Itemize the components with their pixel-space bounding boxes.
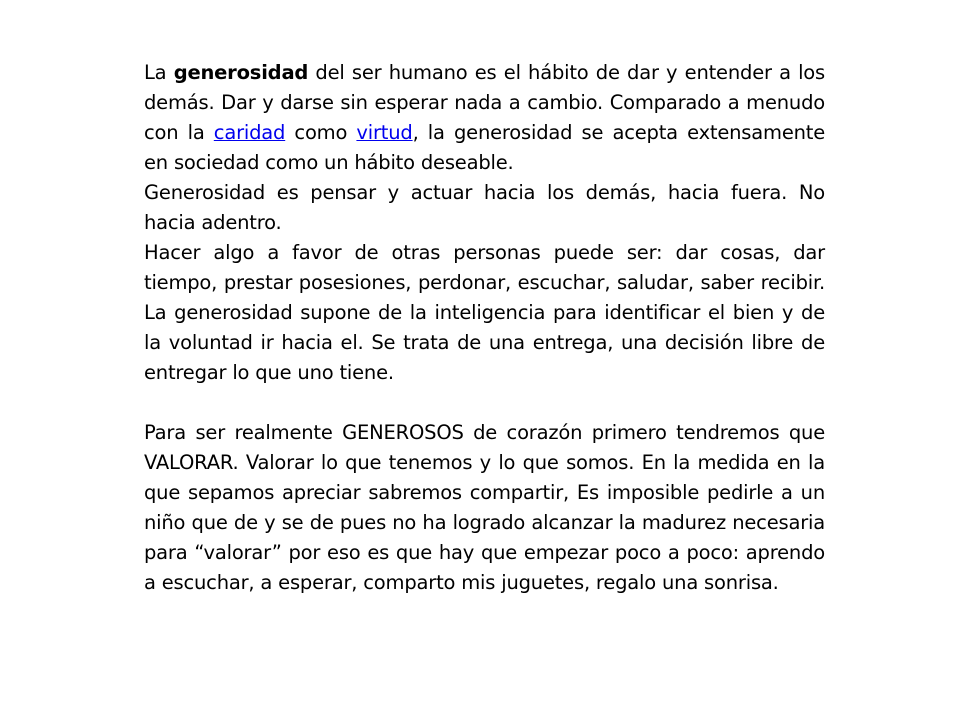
paragraph-hacer-algo: Hacer algo a favor de otras personas puede ser: dar cosas, dar tiempo, prestar posesiones, perdonar, escuchar, saludar, saber recibir. La generosidad supone de la inteligencia para identificar el bien y de la voluntad ir hacia el. Se trata de una entrega, una decisión libre de entregar lo que uno tiene. xyxy=(144,241,825,384)
paragraph-generosidad-definition xyxy=(144,58,825,178)
p1-text-3: como xyxy=(285,121,357,144)
p1-text-2: del ser humano es el hábito de dar y entender a los demás. Dar y darse sin esperar nada a cambio. Comparado a menudo con la xyxy=(144,61,825,144)
link-virtud[interactable]: virtud xyxy=(356,121,413,144)
text-block xyxy=(144,58,825,598)
p1-text-1: La xyxy=(144,61,174,84)
link-caridad[interactable]: caridad xyxy=(213,121,286,144)
paragraph-valorar: Para ser realmente GENEROSOS de corazón primero tendremos que VALORAR. Valorar lo que tenemos y lo que somos. En la medida en la que sepamos apreciar sabremos compartir, Es imposible pedirle a un niño que de y se de pues no ha logrado alcanzar la madurez necesaria para “valorar” por eso es que hay que empezar poco a poco: aprendo a escuchar, a esperar, comparto mis juguetes, regalo una sonrisa. xyxy=(144,421,825,594)
p1-text-4: , la generosidad se acepta extensamente en sociedad como un hábito deseable. xyxy=(144,121,826,174)
paragraph-pensar-actuar: Generosidad es pensar y actuar hacia los demás, hacia fuera. No hacia adentro. xyxy=(144,181,825,234)
bold-word-generosidad: generosidad xyxy=(173,61,309,84)
